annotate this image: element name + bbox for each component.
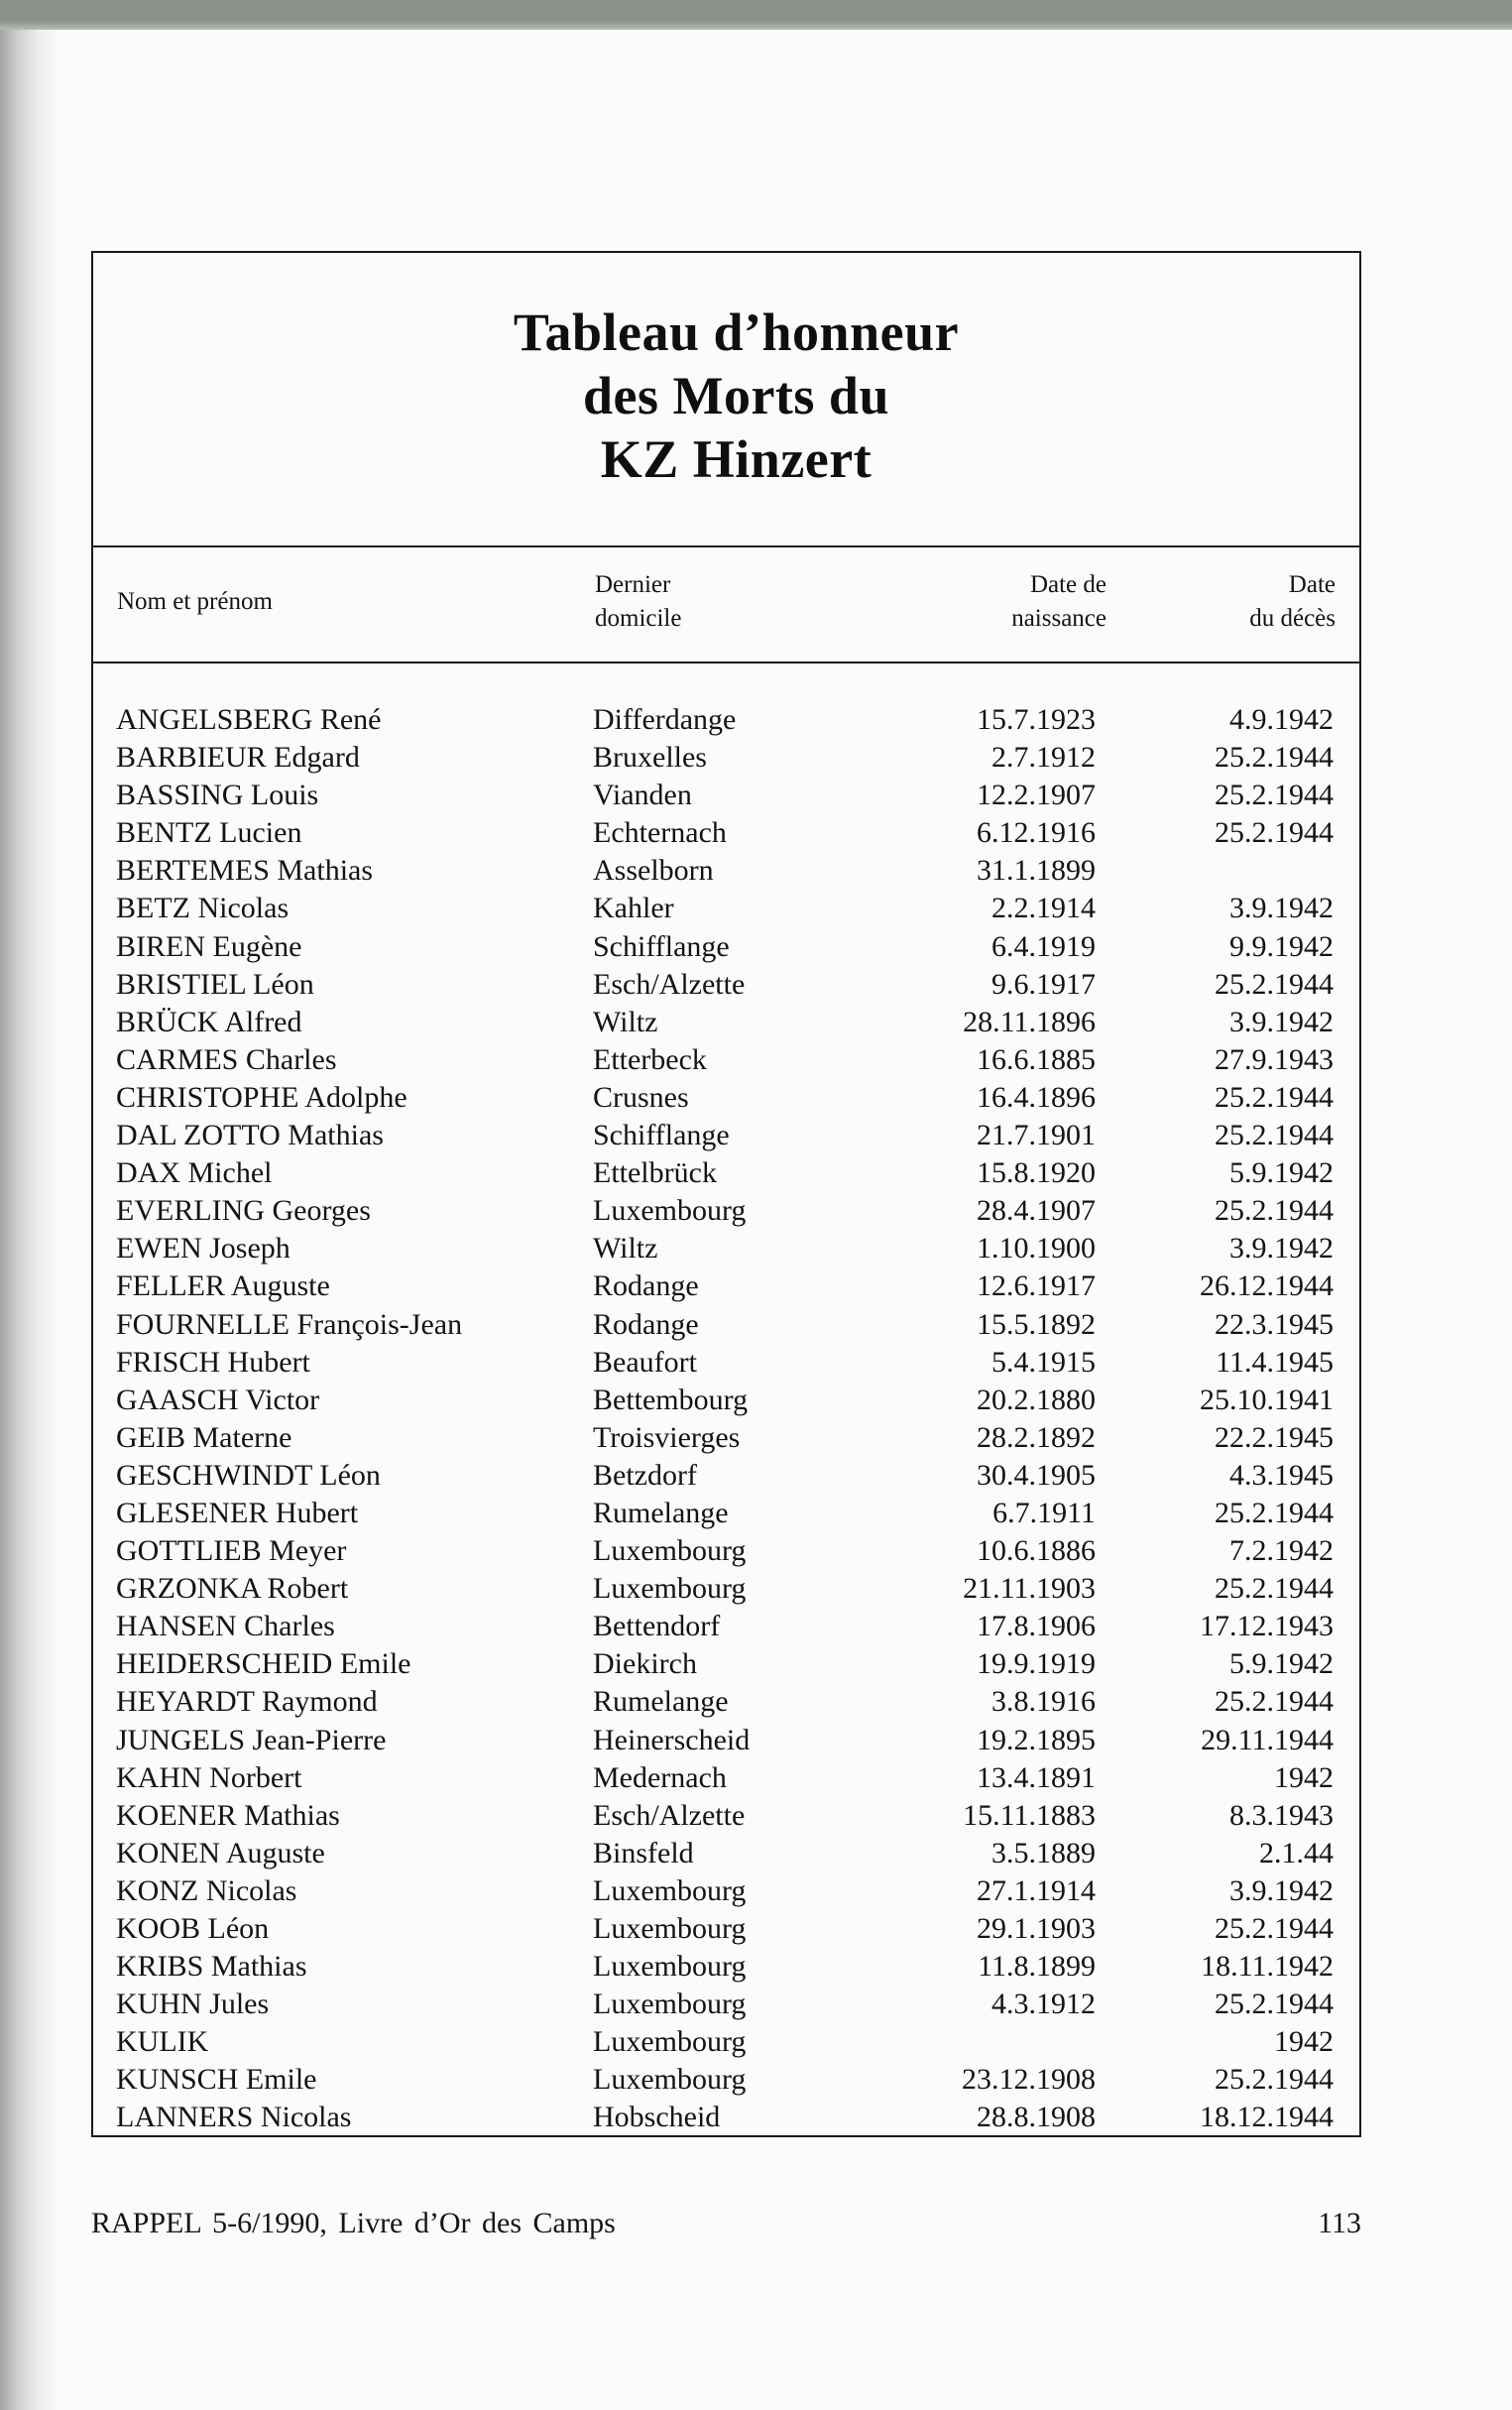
column-header-death-line1: Date: [1288, 571, 1336, 598]
cell-birth-date: 5.4.1915: [991, 1345, 1096, 1379]
cell-name: FRISCH Hubert: [116, 1345, 310, 1379]
cell-death-date: 1942: [1274, 2025, 1334, 2059]
cell-name: KAHN Norbert: [116, 1760, 302, 1794]
cell-birth-date: 15.7.1923: [977, 703, 1096, 736]
cell-domicile: Troisvierges: [593, 1420, 741, 1454]
cell-death-date: 1942: [1274, 1760, 1334, 1794]
cell-name: BENTZ Lucien: [116, 816, 302, 850]
cell-domicile: Esch/Alzette: [593, 967, 746, 1001]
cell-domicile: Luxembourg: [593, 2025, 747, 2059]
cell-birth-date: 12.2.1907: [977, 779, 1096, 812]
cell-name: JUNGELS Jean-Pierre: [116, 1723, 387, 1756]
table-body: [93, 701, 1359, 2137]
cell-name: KUHN Jules: [116, 1988, 270, 2021]
cell-name: BASSING Louis: [116, 779, 319, 812]
cell-birth-date: 1.10.1900: [977, 1232, 1096, 1265]
cell-death-date: 25.2.1944: [1215, 816, 1334, 850]
cell-domicile: Rumelange: [593, 1496, 729, 1529]
cell-name: HANSEN Charles: [116, 1610, 335, 1643]
cell-domicile: Crusnes: [593, 1080, 689, 1114]
cell-birth-date: 15.11.1883: [963, 1798, 1096, 1832]
table-header: [93, 547, 1359, 663]
column-header-death-date: [1249, 568, 1336, 636]
cell-birth-date: 6.7.1911: [992, 1496, 1096, 1529]
cell-domicile: Betzdorf: [593, 1458, 697, 1492]
cell-domicile: Differdange: [593, 703, 737, 736]
cell-birth-date: 28.11.1896: [963, 1005, 1096, 1038]
cell-death-date: 5.9.1942: [1229, 1156, 1334, 1190]
cell-name: HEYARDT Raymond: [116, 1685, 378, 1719]
cell-name: FOURNELLE François-Jean: [116, 1307, 463, 1341]
cell-name: HEIDERSCHEID Emile: [116, 1647, 411, 1681]
cell-birth-date: 3.5.1889: [991, 1836, 1096, 1869]
table-row: [93, 1608, 1359, 1645]
cell-death-date: 3.9.1942: [1229, 1232, 1334, 1265]
cell-name: CARMES Charles: [116, 1042, 337, 1076]
cell-death-date: 25.2.1944: [1215, 2063, 1334, 2097]
cell-death-date: 11.4.1945: [1216, 1345, 1334, 1379]
cell-death-date: 18.11.1942: [1201, 1950, 1334, 1984]
cell-domicile: Diekirch: [593, 1647, 697, 1681]
table-row: [93, 890, 1359, 927]
cell-domicile: Luxembourg: [593, 1912, 747, 1945]
table-row: [93, 1872, 1359, 1910]
cell-death-date: 25.2.1944: [1215, 1080, 1334, 1114]
cell-name: BERTEMES Mathias: [116, 854, 374, 888]
cell-birth-date: 28.2.1892: [977, 1420, 1096, 1454]
cell-name: EVERLING Georges: [116, 1194, 371, 1228]
table-row: [93, 1570, 1359, 1608]
cell-birth-date: 21.7.1901: [977, 1119, 1096, 1152]
table-row: [93, 1041, 1359, 1079]
cell-death-date: 7.2.1942: [1229, 1534, 1334, 1568]
cell-domicile: Bruxelles: [593, 741, 707, 775]
cell-birth-date: 16.6.1885: [977, 1042, 1096, 1076]
cell-death-date: 5.9.1942: [1229, 1647, 1334, 1681]
table-row: [93, 1986, 1359, 2023]
scan-top-edge: [0, 0, 1512, 30]
cell-death-date: 25.2.1944: [1215, 967, 1334, 1001]
cell-domicile: Rodange: [593, 1269, 699, 1303]
title-line: des Morts du: [582, 366, 889, 425]
cell-domicile: Beaufort: [593, 1345, 697, 1379]
cell-death-date: 25.10.1941: [1200, 1383, 1334, 1416]
table-row: [93, 928, 1359, 966]
cell-death-date: 25.2.1944: [1215, 779, 1334, 812]
cell-name: LANNERS Nicolas: [116, 2101, 352, 2134]
cell-name: FELLER Auguste: [116, 1269, 330, 1303]
cell-birth-date: 12.6.1917: [977, 1269, 1096, 1303]
cell-birth-date: 4.3.1912: [991, 1988, 1096, 2021]
table-row: [93, 1910, 1359, 1948]
cell-name: DAX Michel: [116, 1156, 273, 1190]
cell-death-date: 25.2.1944: [1215, 1685, 1334, 1719]
table-row: [93, 1759, 1359, 1797]
table-row: [93, 701, 1359, 739]
table-row: [93, 1532, 1359, 1570]
column-header-birth-date: [1011, 568, 1106, 636]
cell-name: KOENER Mathias: [116, 1798, 340, 1832]
cell-name: KRIBS Mathias: [116, 1950, 307, 1984]
cell-name: GESCHWINDT Léon: [116, 1458, 381, 1492]
cell-death-date: 3.9.1942: [1229, 892, 1334, 925]
title-line: KZ Hinzert: [600, 429, 872, 489]
cell-name: CHRISTOPHE Adolphe: [116, 1080, 407, 1114]
column-header-domicile-line2: domicile: [595, 605, 682, 632]
cell-death-date: 8.3.1943: [1229, 1798, 1334, 1832]
column-header-death-line2: du décès: [1249, 605, 1336, 632]
cell-domicile: Rumelange: [593, 1685, 729, 1719]
cell-name: KULIK: [116, 2025, 209, 2059]
cell-domicile: Medernach: [593, 1760, 727, 1794]
cell-death-date: 18.12.1944: [1200, 2101, 1334, 2134]
cell-domicile: Luxembourg: [593, 1950, 747, 1984]
cell-domicile: Heinerscheid: [593, 1723, 751, 1756]
cell-domicile: Luxembourg: [593, 1572, 747, 1606]
cell-name: BARBIEUR Edgard: [116, 741, 360, 775]
cell-domicile: Vianden: [593, 779, 692, 812]
cell-death-date: 25.2.1944: [1215, 1496, 1334, 1529]
cell-death-date: 25.2.1944: [1215, 1912, 1334, 1945]
cell-domicile: Schifflange: [593, 1119, 730, 1152]
cell-birth-date: 28.4.1907: [977, 1194, 1096, 1228]
cell-death-date: 25.2.1944: [1215, 1119, 1334, 1152]
table-row: [93, 1192, 1359, 1230]
cell-name: BRÜCK Alfred: [116, 1005, 302, 1038]
table-row: [93, 1457, 1359, 1495]
cell-death-date: 25.2.1944: [1215, 1572, 1334, 1606]
cell-death-date: 22.2.1945: [1215, 1420, 1334, 1454]
table-row: [93, 1004, 1359, 1041]
table-row: [93, 1344, 1359, 1382]
cell-death-date: 25.2.1944: [1215, 1988, 1334, 2021]
cell-birth-date: 21.11.1903: [963, 1572, 1096, 1606]
cell-domicile: Rodange: [593, 1307, 699, 1341]
cell-domicile: Schifflange: [593, 929, 730, 963]
cell-death-date: 25.2.1944: [1215, 741, 1334, 775]
cell-birth-date: 9.6.1917: [991, 967, 1096, 1001]
table-row: [93, 966, 1359, 1004]
cell-domicile: Wiltz: [593, 1005, 658, 1038]
table-row: [93, 1495, 1359, 1532]
table-row: [93, 1419, 1359, 1457]
cell-death-date: 27.9.1943: [1215, 1042, 1334, 1076]
cell-name: GRZONKA Robert: [116, 1572, 349, 1606]
table-row: [93, 1079, 1359, 1117]
table-row: [93, 2023, 1359, 2061]
cell-domicile: Asselborn: [593, 854, 714, 888]
table-row: [93, 1154, 1359, 1192]
cell-name: GAASCH Victor: [116, 1383, 320, 1416]
cell-birth-date: 15.5.1892: [977, 1307, 1096, 1341]
cell-name: EWEN Joseph: [116, 1232, 291, 1265]
cell-domicile: Etterbeck: [593, 1042, 707, 1076]
table-row: [93, 1117, 1359, 1154]
column-header-domicile-line1: Dernier: [595, 571, 671, 598]
table-row: [93, 739, 1359, 777]
column-header-domicile: [595, 568, 681, 636]
page-title: [113, 301, 1359, 491]
cell-birth-date: 29.1.1903: [977, 1912, 1096, 1945]
honor-roll-table: [91, 251, 1361, 2137]
cell-name: KOOB Léon: [116, 1912, 270, 1945]
cell-name: BIREN Eugène: [116, 929, 302, 963]
table-row: [93, 1835, 1359, 1872]
cell-name: BRISTIEL Léon: [116, 967, 314, 1001]
cell-birth-date: 17.8.1906: [977, 1610, 1096, 1643]
cell-death-date: 17.12.1943: [1200, 1610, 1334, 1643]
cell-domicile: Luxembourg: [593, 1534, 747, 1568]
table-row: [93, 777, 1359, 814]
cell-birth-date: 11.8.1899: [978, 1950, 1096, 1984]
cell-birth-date: 31.1.1899: [977, 854, 1096, 888]
cell-name: KUNSCH Emile: [116, 2063, 317, 2097]
cell-domicile: Luxembourg: [593, 1988, 747, 2021]
table-row: [93, 1267, 1359, 1305]
publication-reference: RAPPEL 5-6/1990, Livre d’Or des Camps: [91, 2207, 616, 2239]
cell-domicile: Bettembourg: [593, 1383, 749, 1416]
cell-death-date: 22.3.1945: [1215, 1307, 1334, 1341]
cell-name: GEIB Materne: [116, 1420, 292, 1454]
table-row: [93, 1797, 1359, 1835]
cell-name: KONEN Auguste: [116, 1836, 325, 1869]
table-row: [93, 852, 1359, 890]
cell-domicile: Luxembourg: [593, 1194, 747, 1228]
cell-birth-date: 19.9.1919: [977, 1647, 1096, 1681]
cell-death-date: 9.9.1942: [1229, 929, 1334, 963]
cell-birth-date: 6.4.1919: [991, 929, 1096, 963]
cell-death-date: 3.9.1942: [1229, 1873, 1334, 1907]
cell-birth-date: 15.8.1920: [977, 1156, 1096, 1190]
table-row: [93, 1230, 1359, 1267]
cell-death-date: 4.9.1942: [1229, 703, 1334, 736]
cell-name: GLESENER Hubert: [116, 1496, 359, 1529]
column-header-birth-line2: naissance: [1011, 605, 1106, 632]
title-line: Tableau d’honneur: [513, 302, 960, 362]
cell-name: KONZ Nicolas: [116, 1873, 297, 1907]
cell-birth-date: 28.8.1908: [977, 2101, 1096, 2134]
cell-domicile: Esch/Alzette: [593, 1798, 746, 1832]
table-row: [93, 1722, 1359, 1759]
cell-death-date: 26.12.1944: [1200, 1269, 1334, 1303]
cell-name: BETZ Nicolas: [116, 892, 290, 925]
page-footer: [91, 2204, 1361, 2243]
column-header-birth-line1: Date de: [1029, 571, 1106, 598]
cell-name: GOTTLIEB Meyer: [116, 1534, 347, 1568]
cell-birth-date: 23.12.1908: [962, 2063, 1096, 2097]
table-row: [93, 1683, 1359, 1721]
cell-death-date: 4.3.1945: [1229, 1458, 1334, 1492]
cell-birth-date: 16.4.1896: [977, 1080, 1096, 1114]
table-row: [93, 1948, 1359, 1986]
cell-name: ANGELSBERG René: [116, 703, 382, 736]
table-row: [93, 1645, 1359, 1683]
cell-domicile: Echternach: [593, 816, 727, 850]
table-row: [93, 2099, 1359, 2136]
cell-domicile: Luxembourg: [593, 2063, 747, 2097]
cell-birth-date: 6.12.1916: [977, 816, 1096, 850]
column-header-name: Nom et prénom: [117, 588, 273, 615]
cell-domicile: Ettelbrück: [593, 1156, 717, 1190]
table-row: [93, 814, 1359, 852]
cell-birth-date: 19.2.1895: [977, 1723, 1096, 1756]
table-row: [93, 1382, 1359, 1419]
cell-domicile: Wiltz: [593, 1232, 658, 1265]
cell-domicile: Bettendorf: [593, 1610, 721, 1643]
cell-domicile: Luxembourg: [593, 1873, 747, 1907]
table-row: [93, 2061, 1359, 2099]
cell-birth-date: 13.4.1891: [977, 1760, 1096, 1794]
cell-death-date: 2.1.44: [1259, 1836, 1334, 1869]
cell-birth-date: 27.1.1914: [977, 1873, 1096, 1907]
cell-domicile: Kahler: [593, 892, 674, 925]
cell-domicile: Hobscheid: [593, 2101, 721, 2134]
cell-birth-date: 2.2.1914: [991, 892, 1096, 925]
cell-birth-date: 30.4.1905: [977, 1458, 1096, 1492]
cell-birth-date: 10.6.1886: [977, 1534, 1096, 1568]
cell-death-date: 3.9.1942: [1229, 1005, 1334, 1038]
cell-domicile: Binsfeld: [593, 1836, 694, 1869]
cell-birth-date: 3.8.1916: [991, 1685, 1096, 1719]
title-section: [93, 253, 1359, 547]
table-row: [93, 1306, 1359, 1344]
cell-death-date: 25.2.1944: [1215, 1194, 1334, 1228]
cell-name: DAL ZOTTO Mathias: [116, 1119, 384, 1152]
page-number: 113: [1318, 2207, 1361, 2239]
cell-birth-date: 2.7.1912: [991, 741, 1096, 775]
cell-death-date: 29.11.1944: [1201, 1723, 1334, 1756]
cell-birth-date: 20.2.1880: [977, 1383, 1096, 1416]
page-gutter-shadow: [0, 30, 59, 2410]
